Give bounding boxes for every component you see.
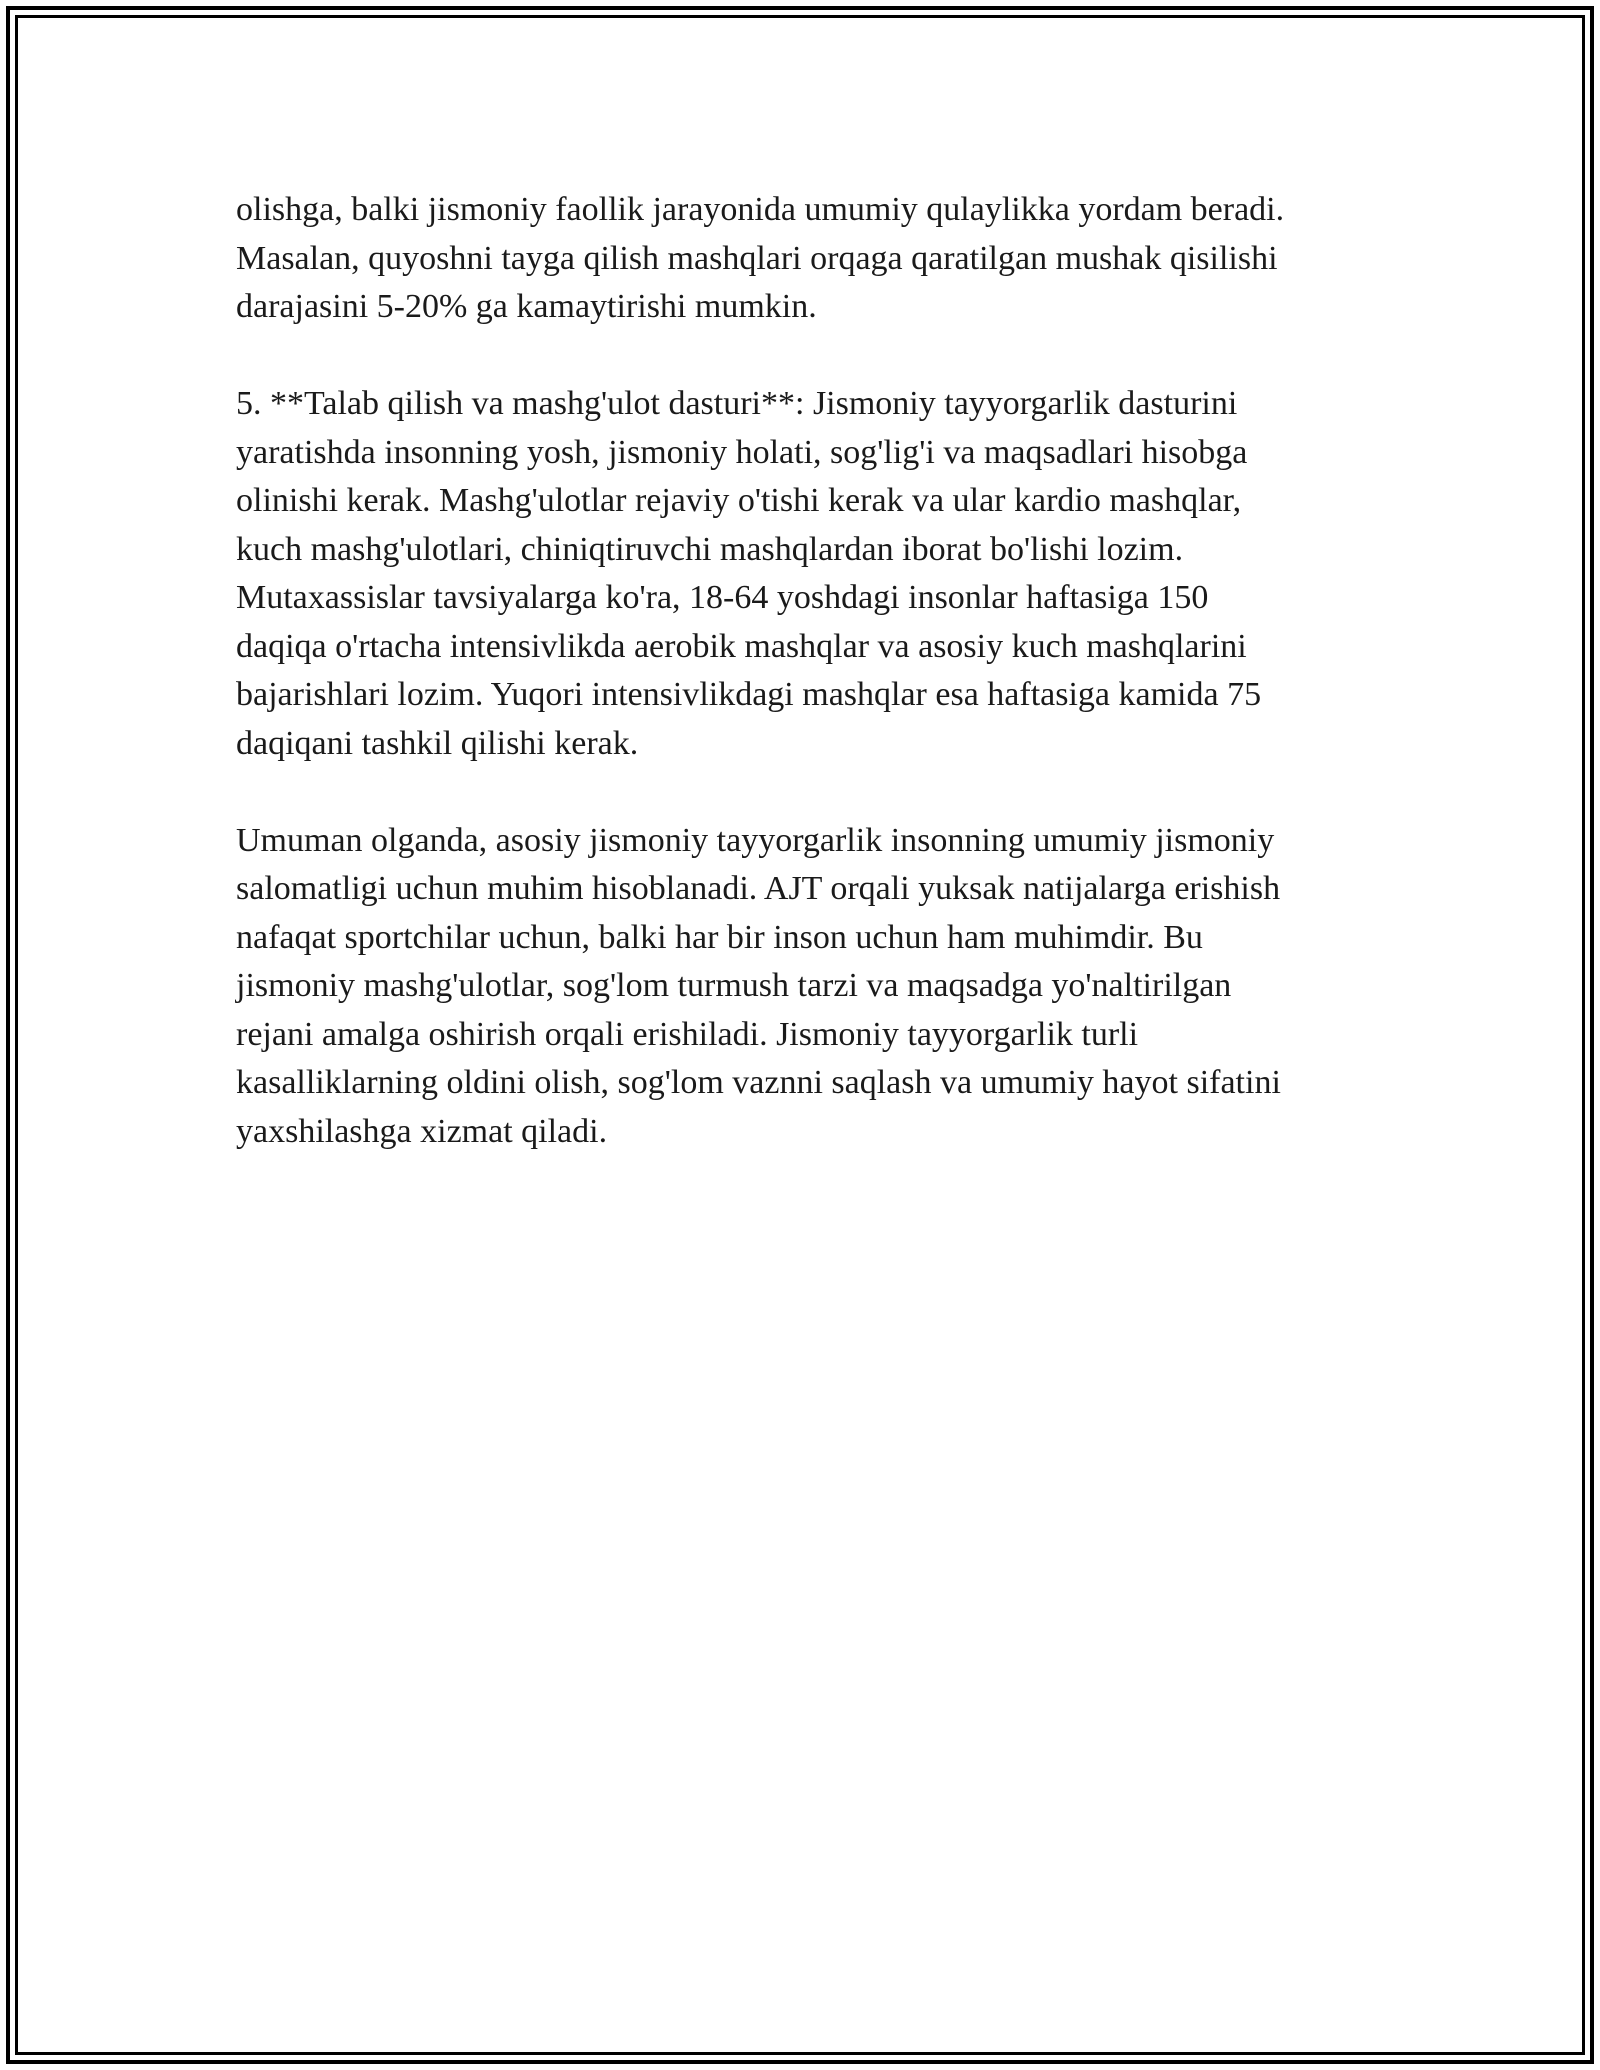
text-line: Umuman olganda, asosiy jismoniy tayyorgarlik insonning umumiy jismoniy bbox=[236, 821, 1275, 859]
text-line: Masalan, quyoshni tayga qilish mashqlari orqaga qaratilgan mushak qisilishi bbox=[236, 239, 1278, 277]
text-line: jismoniy mashg'ulotlar, sog'lom turmush tarzi va maqsadga yo'naltirilgan bbox=[236, 967, 1232, 1004]
text-line: nafaqat sportchilar uchun, balki har bir inson uchun ham muhimdir. Bu bbox=[236, 918, 1203, 956]
text-line: yaratishda insonning yosh, jismoniy holati, sog'lig'i va maqsadlari hisobga bbox=[236, 433, 1248, 471]
text-line: olinishi kerak. Mashg'ulotlar rejaviy o'tishi kerak va ular kardio mashqlar, bbox=[236, 482, 1242, 519]
paragraph-2 bbox=[236, 380, 1396, 768]
text-line: daqiqa o'rtacha intensivlikda aerobik mashqlar va asosiy kuch mashqlarini bbox=[236, 627, 1247, 665]
text-line: kasalliklarning oldini olish, sog'lom vaznni saqlash va umumiy hayot sifatini bbox=[236, 1064, 1281, 1101]
text-line: salomatligi uchun muhim hisoblanadi. AJT orqali yuksak natijalarga erishish bbox=[236, 870, 1281, 907]
text-line: olishga, balki jismoniy faollik jarayonida umumiy qulaylikka yordam beradi. bbox=[236, 191, 1285, 228]
text-line: darajasini 5-20% ga kamaytirishi mumkin. bbox=[236, 288, 817, 325]
text-line: yaxshilashga xizmat qiladi. bbox=[236, 1112, 608, 1150]
text-line: bajarishlari lozim. Yuqori intensivlikdagi mashqlar esa haftasiga kamida 75 bbox=[236, 676, 1262, 713]
text-line: kuch mashg'ulotlari, chiniqtiruvchi mashqlardan iborat bo'lishi lozim. bbox=[236, 530, 1184, 568]
text-line: daqiqani tashkil qilishi kerak. bbox=[236, 724, 639, 762]
text-line: Mutaxassislar tavsiyalarga ko'ra, 18-64 yoshdagi insonlar haftasiga 150 bbox=[236, 579, 1209, 616]
text-line: rejani amalga oshirish orqali erishiladi. Jismoniy tayyorgarlik turli bbox=[236, 1015, 1139, 1053]
paragraph-1 bbox=[236, 186, 1396, 332]
text-line: 5. **Talab qilish va mashg'ulot dasturi**: Jismoniy tayyorgarlik dasturini bbox=[236, 385, 1238, 422]
document-body bbox=[236, 186, 1396, 1156]
paragraph-3 bbox=[236, 817, 1396, 1157]
